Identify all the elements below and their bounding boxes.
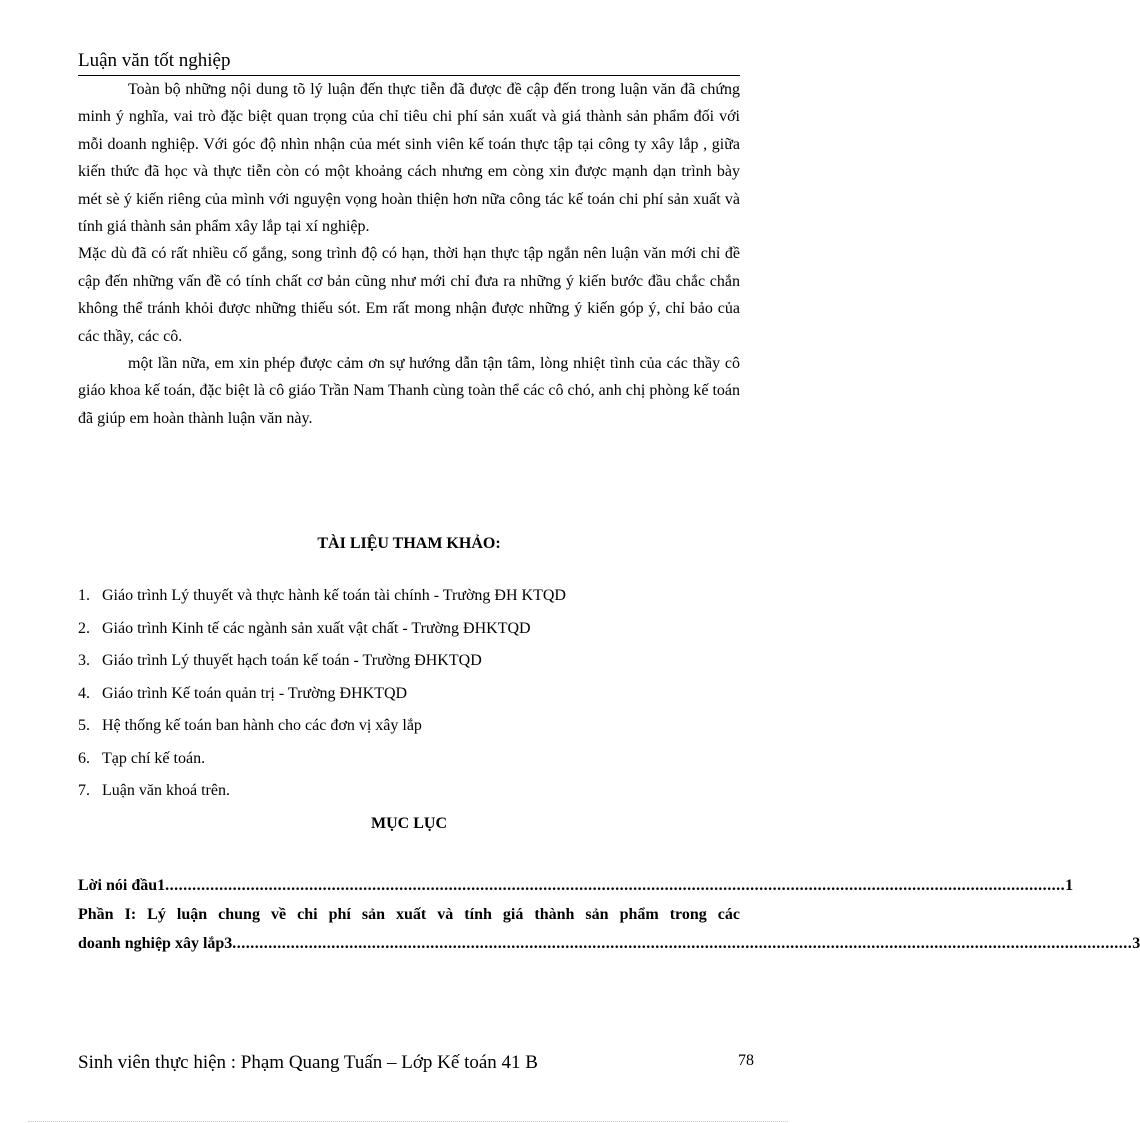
list-text: Giáo trình Kế toán quản trị - Trường ĐHKTQD [102,684,408,702]
list-text: Giáo trình Kinh tế các ngành sản xuất vật chất - Trường ĐHKTQD [102,619,531,637]
paragraph: Mặc dù đã có rất nhiều cố gắng, song trình độ có hạn, thời hạn thực tập ngắn nên luận văn mới chỉ đề cập đến những vấn đề có tính chất cơ bản cũng như mới chỉ đưa ra những ý kiến bước đầu chắc chắn không thể tránh khỏi được những thiếu sót. Em rất mong nhận được những ý kiến góp ý, chỉ bảo của các thầy, các cô. [78,245,740,345]
list-text: Hệ thống kế toán ban hành cho các đơn vị xây lắp [102,717,422,734]
list-number: 2. [78,619,90,637]
toc-entry[interactable] [78,873,1074,902]
references-title: TÀI LIỆU THAM KHẢO: [317,535,501,552]
page-number: 78 [738,1052,754,1069]
paragraph: một lần nữa, em xin phép được cảm ơn sự hướng dẫn tận tâm, lòng nhiệt tình của các thầy cô giáo khoa kế toán, đặc biệt là cô giáo Trần Nam Thanh cùng toàn thể các cô chó, anh chị phòng kế toán đã giúp em hoàn thành luận văn này. [78,355,740,427]
list-item [78,715,740,748]
list-text: Luận văn khoá trên. [102,782,230,799]
list-number: 7. [78,782,90,799]
body-text [78,76,740,432]
page-edge-divider [28,1121,788,1122]
list-text: Tạp chí kế toán. [102,749,206,767]
references-list [78,585,740,813]
list-item [78,618,740,651]
list-text: Giáo trình Lý thuyết hạch toán kế toán - Trường ĐHKTQD [102,652,482,669]
list-item [78,683,740,716]
toc-page-number: 1 [1065,877,1074,894]
toc-entry[interactable] [78,931,1140,960]
page-footer: Sinh viên thực hiện : Phạm Quang Tuấn – Lớp Kế toán 41 B [78,1052,538,1073]
list-text: Giáo trình Lý thuyết và thực hành kế toán tài chính - Trường ĐH KTQD [102,587,566,604]
list-number: 5. [78,717,90,734]
toc-entry-text: Lời nói đầu1 [78,877,166,894]
toc-entry-text: doanh nghiệp xây lắp3 [78,935,233,952]
list-number: 1. [78,587,90,604]
toc-title: MỤC LỤC [371,815,447,832]
toc-leader-dots: ........................................................................................................................................................................................................ [232,935,1133,952]
paragraph: Toàn bộ những nội dung tõ lý luận đến thực tiễn đã được đề cập đến trong luận văn đã chứng minh ý nghĩa, vai trò đặc biệt quan trọng của chỉ tiêu chi phí sản xuất và giá thành sản phẩm đối với mỗi doanh nghiệp. Với góc độ nhìn nhận của mét sinh viên kế toán thực tập tại công ty xây lắp , giữa kiến thức đã học và thực tiễn còn có một khoảng cách nhưng em còng xin được mạnh dạn trình bày mét sè ý kiến riêng của mình với nguyện vọng hoàn thiện hơn nữa công tác kế toán chi phí sản xuất và tính giá thành sản phẩm xây lắp tại xí nghiệp. [78,81,740,236]
list-number: 3. [78,652,90,669]
toc-page-number: 3 [1132,935,1140,952]
list-item [78,585,740,618]
page-header: Luận văn tốt nghiệp [78,50,740,76]
list-number: 6. [78,749,90,767]
list-number: 4. [78,684,90,702]
toc-leader-dots: ........................................................................................................................................................................................................ [165,877,1066,894]
toc-entry-line[interactable]: Phần I: Lý luận chung về chi phí sản xuất và tính giá thành sản phẩm trong các [78,906,740,923]
list-item [78,748,740,781]
list-item [78,650,740,683]
table-of-contents [78,873,1140,960]
list-item [78,780,740,813]
